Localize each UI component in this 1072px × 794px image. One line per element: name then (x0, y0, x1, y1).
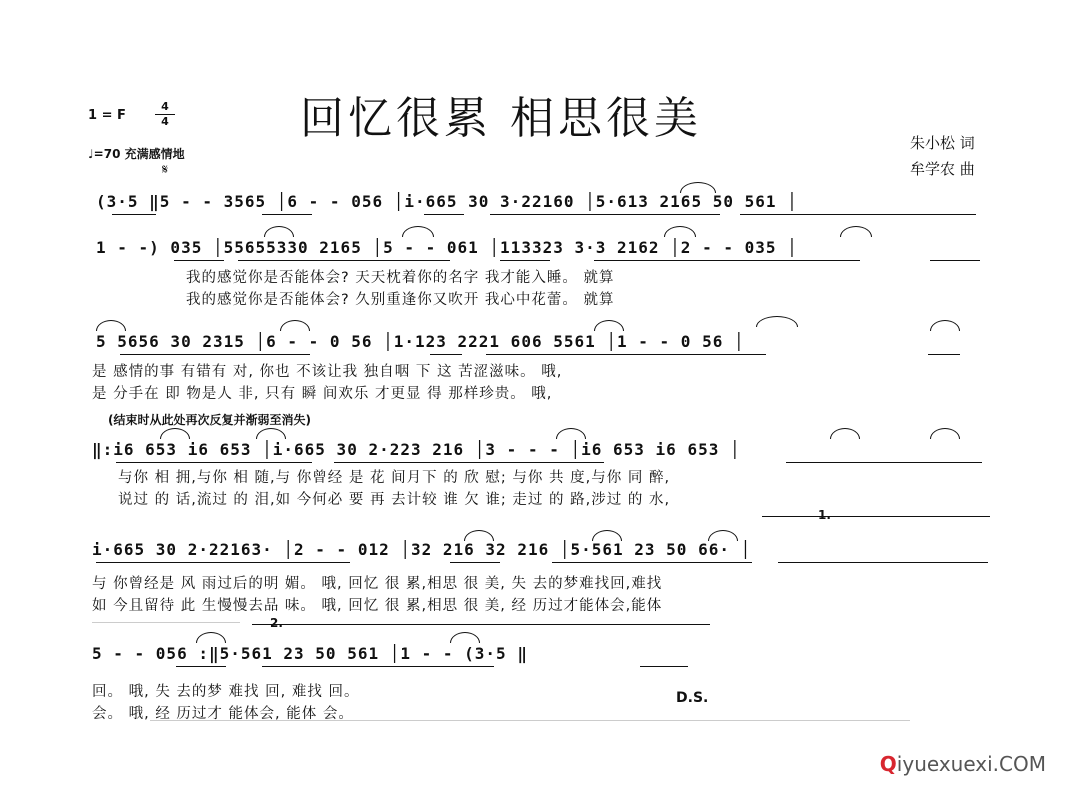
score-row-6: 5 - - 056 :‖5·561 23 50 561 │1 - - (3·5 ‖ (92, 644, 528, 663)
lyric-row-6-verse-2: 会。 哦, 经 历过才 能体会, 能体 会。 (92, 706, 354, 722)
tempo-marking: ♩=70 充满感情地 (88, 147, 185, 161)
meter-bottom: 4 (161, 115, 169, 128)
watermark-domain: iyuexuexi.COM (896, 752, 1046, 776)
dal-segno-mark: D.S. (676, 690, 709, 706)
second-ending-label: 2. (270, 616, 283, 630)
score-row-4: ‖:i6 653 i6 653 │i·665 30 2·223 216 │3 - - - │i6 653 i6 653 │ (92, 440, 741, 459)
lyric-row-4-verse-1: 与你 相 拥,与你 相 随,与 你曾经 是 花 间月下 的 欣 慰; 与你 共 度,与你 同 醉, (118, 470, 671, 486)
score-row-1: (3·5 ‖5 - - 3565 │6 - - 056 │i·665 30 3·22160 │5·613 2165 50 561 │ (96, 192, 798, 211)
lyric-row-2-verse-1: 我的感觉你是否能体会? 天天枕着你的名字 我才能入睡。 就算 (186, 270, 615, 286)
page-title: 回忆很累 相思很美 (300, 93, 702, 144)
first-ending-label: 1. (818, 508, 831, 522)
segno-icon: 𝄋 (162, 162, 169, 178)
composer-credit: 牟学农 曲 (910, 160, 975, 178)
lyric-row-3-verse-2: 是 分手在 即 物是人 非, 只有 瞬 间欢乐 才更显 得 那样珍贵。 哦, (92, 386, 553, 402)
site-watermark (880, 752, 1046, 776)
score-row-5: i·665 30 2·22163· │2 - - 012 │32 216 32 216 │5·561 23 50 66· │ (92, 540, 752, 559)
lyric-row-5-verse-1: 与 你曾经是 风 雨过后的明 媚。 哦, 回忆 很 累,相思 很 美, 失 去的梦难找回,难找 (92, 576, 663, 592)
time-signature (153, 101, 177, 128)
lyric-row-6-verse-1: 回。 哦, 失 去的梦 难找 回, 难找 回。 (92, 684, 360, 700)
meter-top: 4 (161, 100, 169, 113)
lyricist-credit: 朱小松 词 (910, 134, 975, 152)
key-signature: 1 = F (88, 108, 126, 123)
score-row-2: 1 - -) 035 │55655330 2165 │5 - - 061 │113323 3·3 2162 │2 - - 035 │ (96, 238, 798, 257)
lyric-row-5-verse-2: 如 今且留待 此 生慢慢去品 味。 哦, 回忆 很 累,相思 很 美, 经 历过才能体会,能体 (92, 598, 663, 614)
watermark-logo-q: Q (879, 752, 897, 776)
lyric-row-4-verse-2: 说过 的 话,流过 的 泪,如 今何必 要 再 去计较 谁 欠 谁; 走过 的 路,涉过 的 水, (118, 492, 671, 508)
ending-instruction: (结束时从此处再次反复并渐弱至消失) (108, 413, 311, 427)
score-row-3: 5 5656 30 2315 │6 - - 0 56 │1·123 2221 606 5561 │1 - - 0 56 │ (96, 332, 745, 351)
lyric-row-3-verse-1: 是 感情的事 有错有 对, 你也 不该让我 独自咽 下 这 苦涩滋味。 哦, (92, 364, 563, 380)
lyric-row-2-verse-2: 我的感觉你是否能体会? 久别重逢你又吹开 我心中花蕾。 就算 (186, 292, 615, 308)
